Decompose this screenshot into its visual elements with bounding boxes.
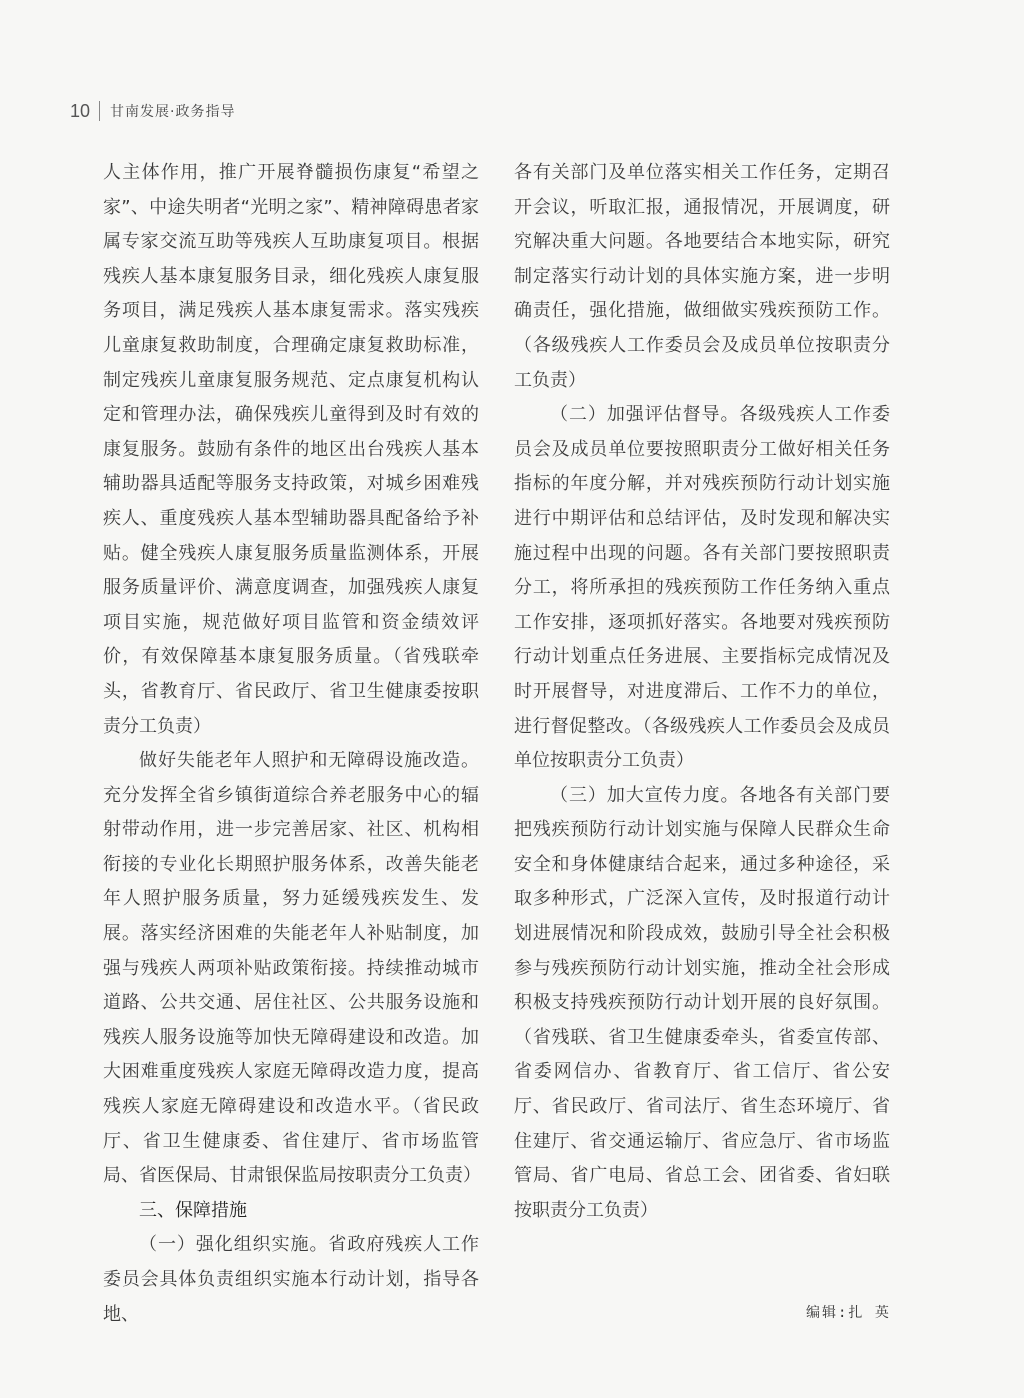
- right-column: [514, 156, 890, 1228]
- running-title: 甘南发展·政务指导: [110, 104, 236, 120]
- paragraph: （二）加强评估督导。各级残疾人工作委员会及成员单位要按照职责分工做好相关任务指标的年度分解，并对残疾预防行动计划实施进行中期评估和总结评估，及时发现和解决实施过程中出现的问题。各有关部门要按照职责分工，将所承担的残疾预防工作任务纳入重点工作安排，逐项抓好落实。各地要对残疾预防行动计划重点任务进展、主要指标完成情况及时开展督导，对进度滞后、工作不力的单位，进行督促整改。（各级残疾人工作委员会及成员单位按职责分工负责）: [514, 404, 890, 772]
- header-divider: [99, 101, 100, 121]
- left-column: [103, 156, 479, 1332]
- section-heading: 三、保障措施: [139, 1199, 247, 1221]
- editor-credit: 编辑:扎 英: [806, 1305, 891, 1321]
- paragraph: 各有关部门及单位落实相关工作任务，定期召开会议，听取汇报，通报情况，开展调度，研究解决重大问题。各地要结合本地实际，研究制定落实行动计划的具体实施方案，进一步明确责任，强化措施，做细做实残疾预防工作。（各级残疾人工作委员会及成员单位按职责分工负责）: [514, 162, 890, 391]
- paragraph: （一）强化组织实施。省政府残疾人工作委员会具体负责组织实施本行动计划，指导各地、: [103, 1234, 479, 1325]
- paragraph: 做好失能老年人照护和无障碍设施改造。充分发挥全省乡镇街道综合养老服务中心的辐射带动作用，进一步完善居家、社区、机构相衔接的专业化长期照护服务体系，改善失能老年人照护服务质量，努力延缓残疾发生、发展。落实经济困难的失能老年人补贴制度，加强与残疾人两项补贴政策衔接。持续推动城市道路、公共交通、居住社区、公共服务设施和残疾人服务设施等加快无障碍建设和改造。加大困难重度残疾人家庭无障碍改造力度，提高残疾人家庭无障碍建设和改造水平。（省民政厅、省卫生健康委、省住建厅、省市场监管局、省医保局、甘肃银保监局按职责分工负责）: [103, 750, 481, 1187]
- paragraph: （三）加大宣传力度。各地各有关部门要把残疾预防行动计划实施与保障人民群众生命安全和身体健康结合起来，通过多种途径，采取多种形式，广泛深入宣传，及时报道行动计划进展情况和阶段成效，鼓励引导全社会积极参与残疾预防行动计划实施，推动全社会形成积极支持残疾预防行动计划开展的良好氛围。（省残联、省卫生健康委牵头，省委宣传部、省委网信办、省教育厅、省工信厅、省公安厅、省民政厅、省司法厅、省生态环境厅、省住建厅、省交通运输厅、省应急厅、省市场监管局、省广电局、省总工会、团省委、省妇联按职责分工负责）: [514, 784, 890, 1221]
- paragraph: 人主体作用，推广开展脊髓损伤康复“希望之家”、中途失明者“光明之家”、精神障碍患者家属专家交流互助等残疾人互助康复项目。根据残疾人基本康复服务目录，细化残疾人康复服务项目，满足残疾人基本康复需求。落实残疾儿童康复救助制度，合理确定康复救助标准，制定残疾儿童康复服务规范、定点康复机构认定和管理办法，确保残疾儿童得到及时有效的康复服务。鼓励有条件的地区出台残疾人基本辅助器具适配等服务支持政策，对城乡困难残疾人、重度残疾人基本型辅助器具配备给予补贴。健全残疾人康复服务质量监测体系，开展服务质量评价、满意度调查，加强残疾人康复项目实施，规范做好项目监管和资金绩效评价，有效保障基本康复服务质量。（省残联牵头，省教育厅、省民政厅、省卫生健康委按职责分工负责）: [103, 162, 479, 737]
- page-header: [70, 98, 235, 124]
- page-number: 10: [70, 100, 91, 121]
